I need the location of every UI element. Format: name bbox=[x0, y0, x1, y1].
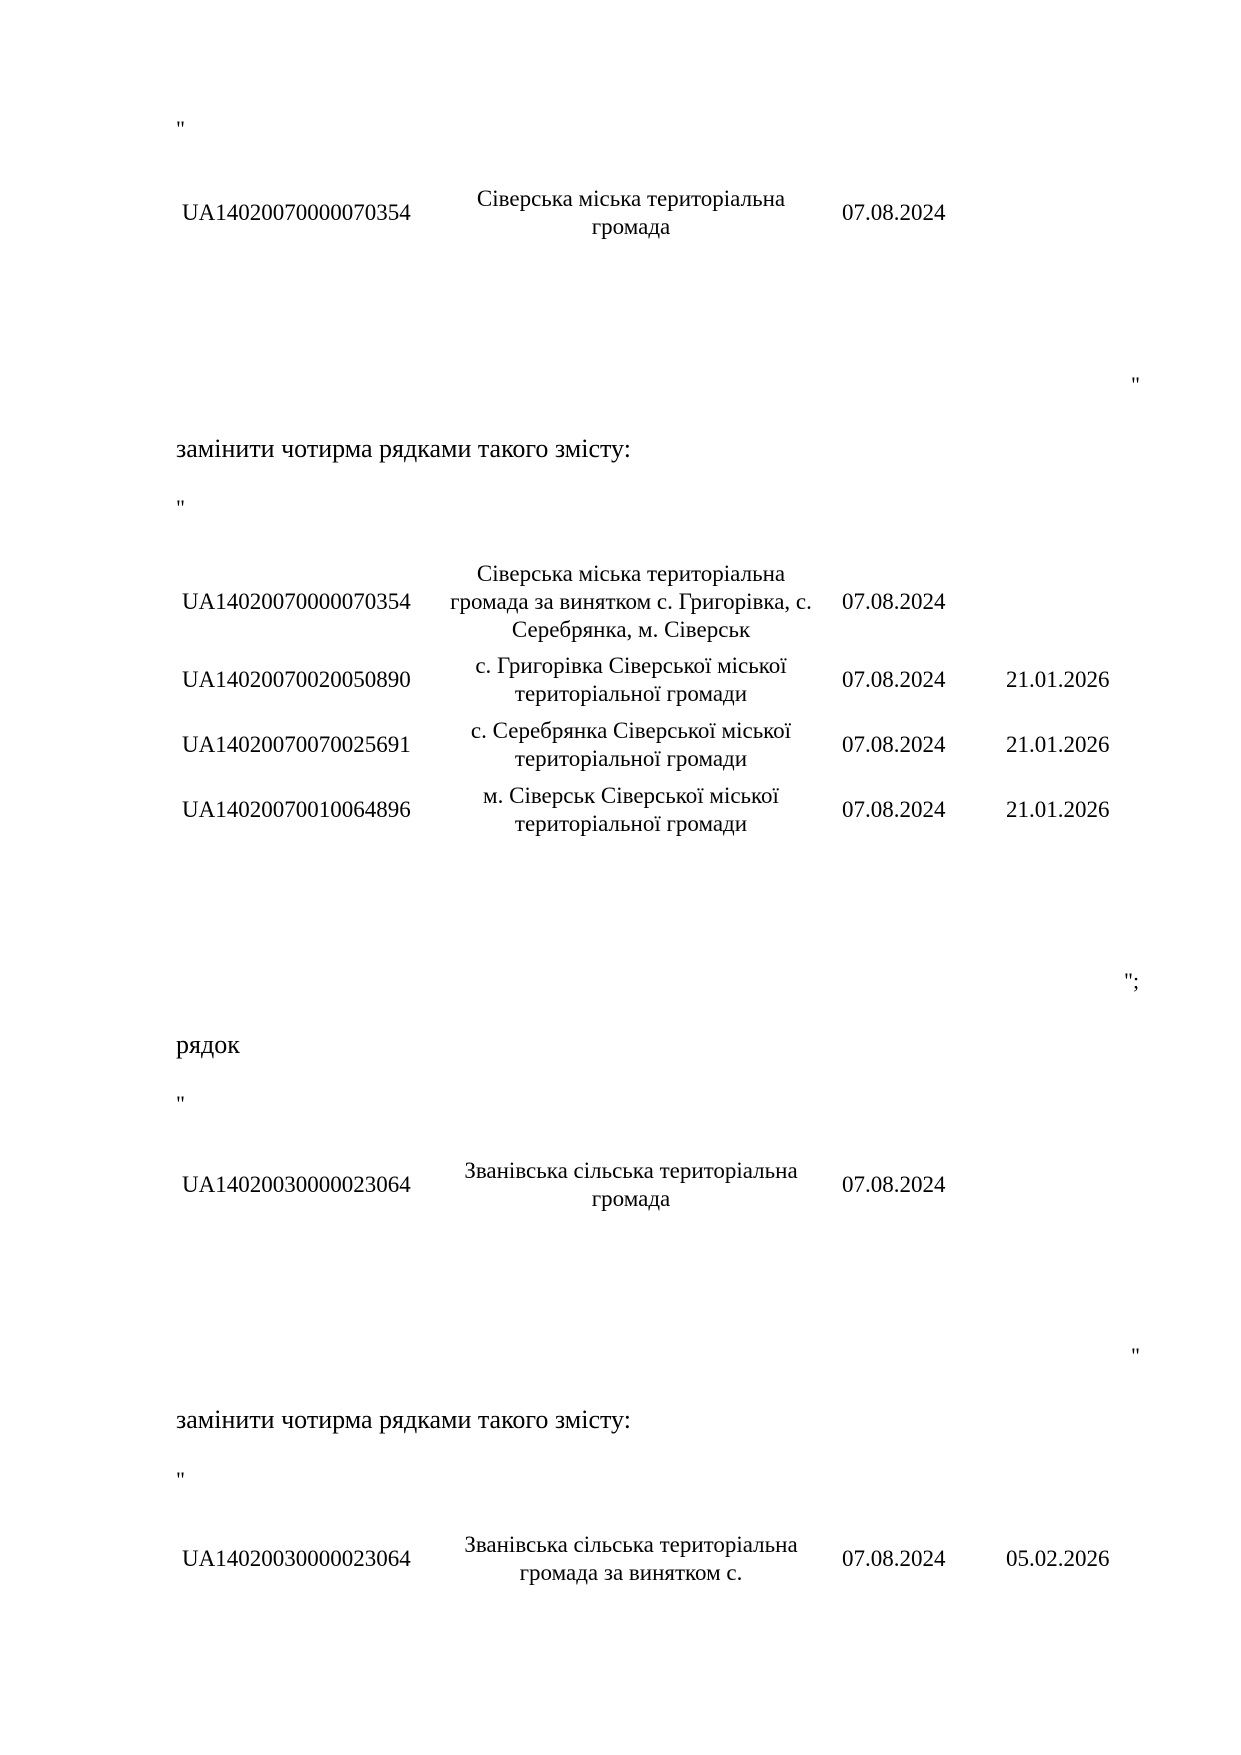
table-row bbox=[0, 782, 1241, 838]
table-row bbox=[0, 185, 1241, 241]
replace-instruction: замінити чотирма рядками такого змісту: bbox=[176, 434, 631, 463]
end-date: 21.01.2026 bbox=[1006, 667, 1110, 692]
territory-name: с. Григорівка Сіверської міської територіальної громади bbox=[475, 653, 787, 706]
end-date: 05.02.2026 bbox=[1006, 1546, 1110, 1571]
opening-quote: " bbox=[176, 1467, 185, 1492]
closing-quote-semicolon: "; bbox=[1124, 968, 1140, 993]
table-row bbox=[0, 1157, 1241, 1213]
territory-name: Званівська сільська територіальна громада за винятком с. bbox=[464, 1532, 798, 1585]
territory-code: UA14020070000070354 bbox=[182, 589, 411, 614]
table-row bbox=[0, 717, 1241, 773]
territory-code: UA14020030000023064 bbox=[182, 1172, 411, 1197]
start-date: 07.08.2024 bbox=[842, 1172, 946, 1197]
table-row bbox=[0, 1531, 1241, 1587]
table-row bbox=[0, 652, 1241, 708]
territory-code: UA14020030000023064 bbox=[182, 1546, 411, 1571]
opening-quote: " bbox=[176, 116, 185, 141]
territory-name: Званівська сільська територіальна громада bbox=[464, 1158, 798, 1211]
start-date: 07.08.2024 bbox=[842, 667, 946, 692]
start-date: 07.08.2024 bbox=[842, 1546, 946, 1571]
territory-code: UA14020070010064896 bbox=[182, 797, 411, 822]
territory-code: UA14020070070025691 bbox=[182, 732, 411, 757]
territory-code: UA14020070000070354 bbox=[182, 200, 411, 225]
end-date: 21.01.2026 bbox=[1006, 732, 1110, 757]
table-row bbox=[0, 560, 1241, 644]
start-date: 07.08.2024 bbox=[842, 732, 946, 757]
territory-code: UA14020070020050890 bbox=[182, 667, 411, 692]
closing-quote: " bbox=[1131, 1343, 1140, 1368]
territory-name: с. Серебрянка Сіверської міської територіальної громади bbox=[470, 718, 792, 771]
row-label: рядок bbox=[176, 1030, 240, 1059]
territory-name: Сіверська міська територіальна громада за винятком с. Григорівка, с. Серебрянка, м. Сіверськ bbox=[450, 561, 812, 642]
start-date: 07.08.2024 bbox=[842, 797, 946, 822]
opening-quote: " bbox=[176, 1091, 185, 1116]
start-date: 07.08.2024 bbox=[842, 589, 946, 614]
territory-name: Сіверська міська територіальна громада bbox=[476, 186, 786, 239]
territory-name: м. Сіверськ Сіверської міської територіальної громади bbox=[483, 783, 779, 836]
start-date: 07.08.2024 bbox=[842, 200, 946, 225]
closing-quote: " bbox=[1131, 372, 1140, 397]
replace-instruction: замінити чотирма рядками такого змісту: bbox=[176, 1405, 631, 1434]
end-date: 21.01.2026 bbox=[1006, 797, 1110, 822]
opening-quote: " bbox=[176, 495, 185, 520]
